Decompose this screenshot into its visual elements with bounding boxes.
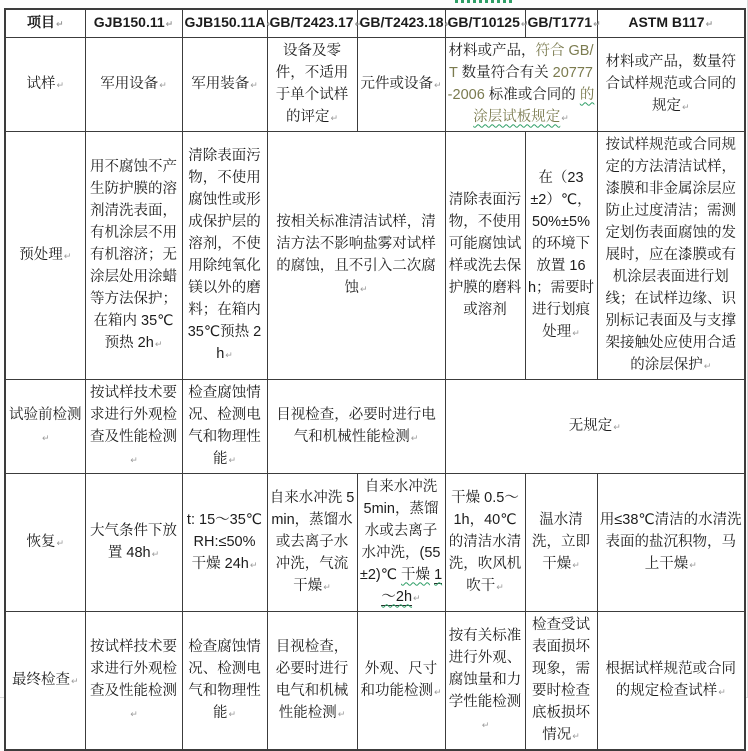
cell-final-gbt1771: 检查受试表面损坏现象，需要时检查底板损坏情况 ↵	[525, 611, 597, 750]
cell-pretest-gbt2423-17-18: 目视检查，必要时进行电气和机械性能检测 ↵	[267, 379, 445, 473]
cell-pretreatment-gbt10125: 清除表面污物，不使用可能腐蚀试样或洗去保护膜的磨料或溶剂	[445, 131, 525, 379]
squiggled-text-run: 干燥	[401, 566, 431, 583]
cell-pretreatment-astm-b117: 按试样规范或合同规定的方法清洁试样，漆膜和非金属涂层应防止过度清洁；需测定划伤表面腐蚀的发展时，应在漆膜或有机涂层表面进行划线；在试样边缘、识别标记表面及与支撑架接触处应使用合适的涂层保护 ↵	[597, 131, 745, 379]
cropped-grammar-squiggle	[455, 0, 513, 3]
row-label-specimen: 试样 ↵	[5, 37, 85, 131]
cell-final-gbt2423-17: 目视检查，必要时进行电气和机械性能检测 ↵	[267, 611, 357, 750]
row-label-pretest-check: 试验前检测 ↵	[5, 379, 85, 473]
row-label-final-check: 最终检查 ↵	[5, 611, 85, 750]
text-run: 自来水冲洗 5min，蒸馏水或去离子水冲洗，(55±2)℃	[359, 478, 441, 583]
cell-recovery-gjb150-11: 大气条件下放置 48h ↵	[85, 473, 182, 611]
header-gbt2423-17: GB/T2423.17 ↵	[267, 9, 357, 37]
cell-recovery-gbt1771: 温水清洗，立即干燥 ↵	[525, 473, 597, 611]
row-specimen	[5, 37, 745, 131]
inserted-text-run: 符合 GB/T	[449, 42, 594, 81]
cell-pretest-gjb150-11a: 检查腐蚀情况、检测电气和物理性能 ↵	[182, 379, 267, 473]
cell-specimen-astm-b117: 材料或产品，数量符合试样规范或合同的规定 ↵	[597, 37, 745, 131]
cell-final-astm-b117: 根据试样规范或合同的规定检查试样 ↵	[597, 611, 745, 750]
header-gbt10125: GB/T10125 ↵	[445, 9, 525, 37]
cell-final-gbt2423-18: 外观、尺寸和功能检测 ↵	[357, 611, 445, 750]
cell-final-gbt10125: 按有关标准进行外观、腐蚀量和力学性能检测 ↵	[445, 611, 525, 750]
header-row	[5, 9, 745, 37]
cell-specimen-gjb150-11: 军用设备 ↵	[85, 37, 182, 131]
header-gjb150-11: GJB150.11 ↵	[85, 9, 182, 37]
cell-specimen-gbt2423-18: 元件或设备 ↵	[357, 37, 445, 131]
text-run: 材料或产品，	[448, 42, 536, 59]
underlined-squiggled-text-run: 1～2h	[381, 566, 443, 605]
cell-specimen-gbt2423-17: 设备及零件，不适用于单个试样的评定 ↵	[267, 37, 357, 131]
inserted-text-run: 20777-2006	[447, 64, 593, 103]
standards-comparison-table	[4, 8, 746, 751]
row-label-pretreatment: 预处理 ↵	[5, 131, 85, 379]
row-pretest-check	[5, 379, 745, 473]
cell-pretreatment-gjb150-11a: 清除表面污物，不使用腐蚀性或形成保护层的溶剂，不使用除纯氧化镁以外的磨料；在箱内 35℃预热 2h ↵	[182, 131, 267, 379]
text-run: 数量符合有关	[457, 64, 553, 81]
cell-final-gjb150-11a: 检查腐蚀情况、检测电气和物理性能 ↵	[182, 611, 267, 750]
cell-specimen-gbt10125-gbt1771	[445, 37, 597, 131]
cell-recovery-gjb150-11a: t: 15～35℃ RH:≤50% 干燥 24h ↵	[182, 473, 267, 611]
cell-pretest-gbt10125-gbt1771-astm: 无规定 ↵	[445, 379, 745, 473]
cell-final-gjb150-11: 按试样技术要求进行外观检查及性能检测 ↵	[85, 611, 182, 750]
cell-recovery-astm-b117: 用≤38℃清洁的水清洗表面的盐沉积物，马上干燥 ↵	[597, 473, 745, 611]
cell-pretreatment-gbt1771: 在（23±2）℃，50%±5%的环境下放置 16h；需要时进行划痕处理 ↵	[525, 131, 597, 379]
cell-specimen-gjb150-11a: 军用装备 ↵	[182, 37, 267, 131]
cell-pretest-gjb150-11: 按试样技术要求进行外观检查及性能检测 ↵	[85, 379, 182, 473]
cell-pretreatment-gbt2423-17-18: 按相关标准清洁试样，清洁方法不影响盐雾对试样的腐蚀，且不引入二次腐蚀 ↵	[267, 131, 445, 379]
text-run: 标准或合同的	[484, 86, 580, 103]
header-gbt1771: GB/T1771 ↵	[525, 9, 597, 37]
header-astm-b117: ASTM B117 ↵	[597, 9, 745, 37]
cell-recovery-gbt10125: 干燥 0.5～1h，40℃的清洁水清洗，吹风机吹干 ↵	[445, 473, 525, 611]
row-pretreatment	[5, 131, 745, 379]
cell-pretreatment-gjb150-11: 用不腐蚀不产生防护膜的溶剂清洗表面，有机涂层不用有机溶济；无涂层处用涂蜡等方法保护；在箱内 35℃预热 2h ↵	[85, 131, 182, 379]
cell-recovery-gbt2423-18	[357, 473, 445, 611]
header-gjb150-11a: GJB150.11A ↵	[182, 9, 267, 37]
row-final-check	[5, 611, 745, 750]
row-recovery	[5, 473, 745, 611]
cell-recovery-gbt2423-17: 自来水冲洗 5min，蒸馏水或去离子水冲洗，气流干燥 ↵	[267, 473, 357, 611]
header-gbt2423-18: GB/T2423.18 ↵	[357, 9, 445, 37]
inserted-text-run-squiggled: 的涂层试板规定	[473, 86, 595, 125]
header-item-column: 项目 ↵	[5, 9, 85, 37]
row-label-recovery: 恢复 ↵	[5, 473, 85, 611]
